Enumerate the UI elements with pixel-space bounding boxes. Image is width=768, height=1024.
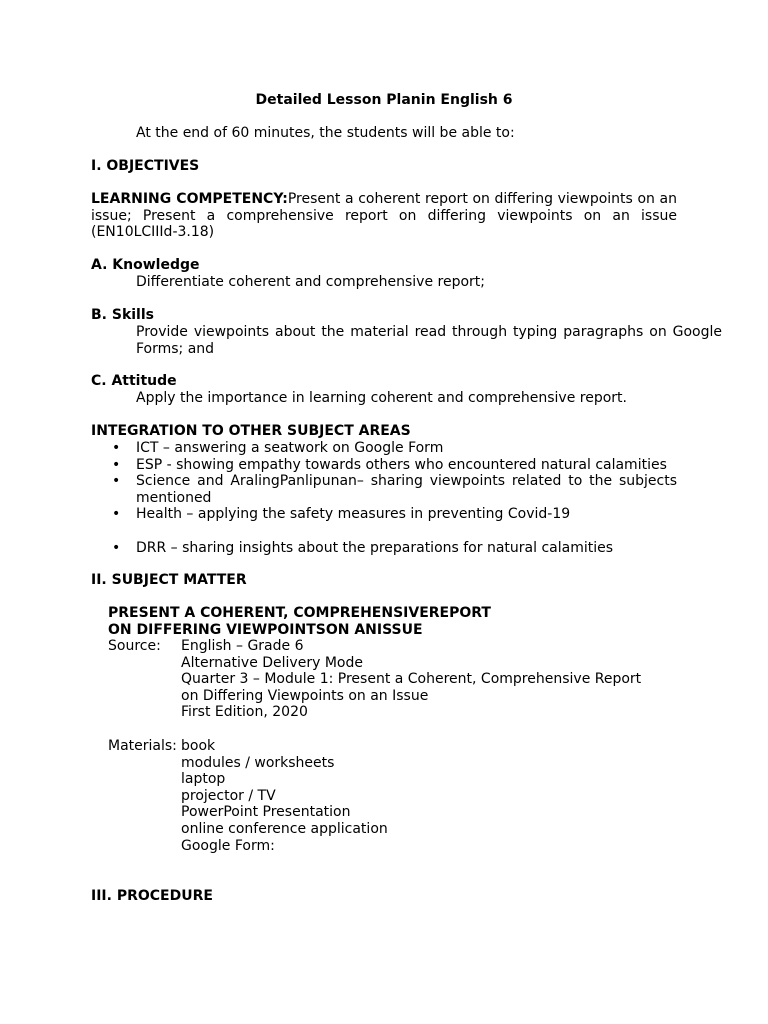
topic-line-2: ON DIFFERING VIEWPOINTSON ANISSUE	[108, 622, 423, 638]
attitude-heading: C. Attitude	[91, 373, 177, 389]
procedure-heading: III. PROCEDURE	[91, 888, 213, 904]
materials-section	[108, 738, 668, 854]
list-item: • Science and AralingPanlipunan– sharing viewpoints related to the subjects mentioned	[112, 473, 677, 506]
objectives-heading: I. OBJECTIVES	[91, 158, 200, 174]
materials-lines: book modules / worksheets laptop projector / TV PowerPoint Presentation online conference application Google Form:	[181, 738, 388, 854]
attitude-text: Apply the importance in learning coherent and comprehensive report.	[136, 390, 627, 406]
skills-heading: B. Skills	[91, 307, 154, 323]
document-title: Detailed Lesson Planin English 6	[255, 92, 513, 108]
integration-heading: INTEGRATION TO OTHER SUBJECT AREAS	[91, 423, 411, 439]
bullet-icon: •	[112, 440, 121, 456]
list-item: • DRR – sharing insights about the preparations for natural calamities	[112, 539, 614, 556]
list-item: • Health – applying the safety measures in preventing Covid-19	[112, 506, 571, 523]
bullet-icon: •	[112, 456, 121, 473]
source-section	[108, 638, 668, 721]
topic-line-1: PRESENT A COHERENT, COMPREHENSIVEREPORT	[108, 605, 491, 621]
learning-competency-label: LEARNING COMPETENCY:	[91, 191, 288, 207]
skills-text: Provide viewpoints about the material read through typing paragraphs on Google Forms; and	[136, 324, 722, 357]
bullet-icon: •	[112, 539, 121, 556]
source-lines: English – Grade 6 Alternative Delivery Mode Quarter 3 – Module 1: Present a Coherent, Comprehensive Report on Differing Viewpoints on an Issue First Edition, 2020	[181, 638, 642, 721]
knowledge-text: Differentiate coherent and comprehensive report;	[136, 274, 486, 290]
materials-label: Materials:	[108, 738, 177, 754]
bullet-icon: •	[112, 506, 121, 523]
learning-competency-text: Present a coherent report on differing viewpoints on an issue; Present a comprehensive report on differing viewpoints on an issue (EN10LCIIId-3.18)	[91, 191, 677, 241]
knowledge-heading: A. Knowledge	[91, 257, 200, 273]
source-label: Source:	[108, 638, 161, 654]
list-item: • ESP - showing empathy towards others who encountered natural calamities	[112, 456, 667, 473]
integration-list	[91, 440, 677, 556]
list-item: • ICT – answering a seatwork on Google Form	[112, 440, 444, 456]
subject-matter-heading: II. SUBJECT MATTER	[91, 572, 247, 588]
bullet-icon: •	[112, 473, 121, 490]
intro-text: At the end of 60 minutes, the students will be able to:	[136, 125, 515, 141]
learning-competency	[91, 191, 677, 241]
